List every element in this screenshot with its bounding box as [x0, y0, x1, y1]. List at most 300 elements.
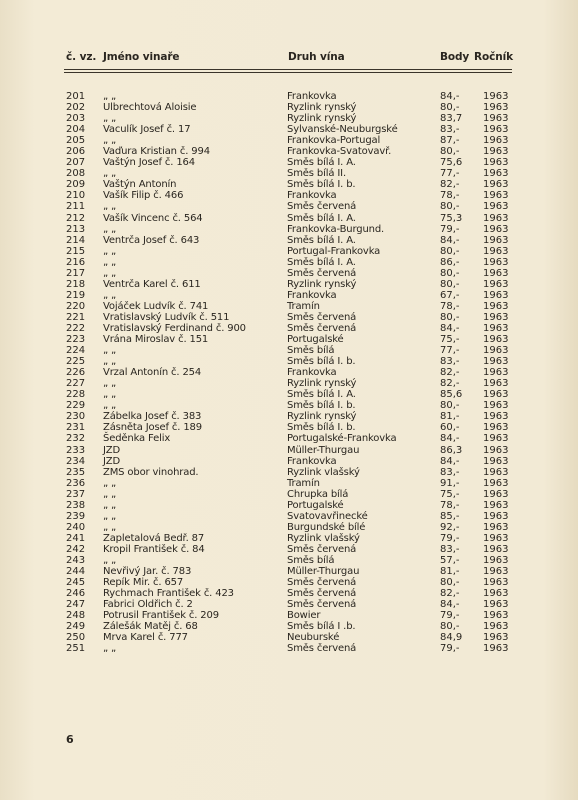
table-row [0, 323, 578, 334]
vintage: 1963 [483, 643, 509, 655]
winemaker-name: „ „ [103, 643, 117, 655]
wine-type: Směs červená [287, 201, 357, 213]
points: 82,- [440, 378, 460, 390]
sample-number: 233 [66, 444, 86, 456]
table-row [0, 511, 578, 522]
points: 83,7 [440, 113, 463, 125]
sample-number: 205 [66, 135, 86, 147]
points: 75,3 [440, 212, 463, 224]
table-row [0, 610, 578, 621]
wine-type: Ryzlink vlašský [287, 532, 360, 544]
wine-type: Frankovka [287, 190, 337, 202]
points: 60,- [440, 422, 460, 434]
sample-number: 223 [66, 334, 86, 346]
winemaker-name: „ „ [103, 245, 117, 257]
points: 80,- [440, 267, 460, 279]
table-row [0, 445, 578, 456]
sample-number: 203 [66, 113, 86, 125]
winemaker-name: Ulbrechtová Aloisie [103, 102, 197, 114]
sample-number: 250 [66, 632, 86, 644]
vintage: 1963 [483, 411, 509, 423]
winemaker-name: „ „ [103, 378, 117, 390]
table-row [0, 599, 578, 610]
table-row [0, 588, 578, 599]
points: 82,- [440, 179, 460, 191]
vintage: 1963 [483, 543, 509, 555]
points: 86,3 [440, 444, 463, 456]
wine-type: Směs červená [287, 599, 357, 611]
sample-number: 226 [66, 367, 86, 379]
winemaker-name: Ventrča Josef č. 643 [103, 234, 200, 246]
vintage: 1963 [483, 510, 509, 522]
winemaker-name: ZMS obor vinohrad. [103, 466, 199, 478]
points: 82,- [440, 367, 460, 379]
table-row [0, 246, 578, 257]
sample-number: 220 [66, 300, 86, 312]
vintage: 1963 [483, 334, 509, 346]
table-row [0, 290, 578, 301]
wine-type: Frankovka-Portugal [287, 135, 381, 147]
wine-type: Ryzlink vlašský [287, 466, 360, 478]
points: 80,- [440, 146, 460, 158]
table-row [0, 367, 578, 378]
points: 91,- [440, 477, 460, 489]
table-row [0, 268, 578, 279]
table-row [0, 378, 578, 389]
sample-number: 201 [66, 91, 86, 102]
vintage: 1963 [483, 91, 509, 102]
table-row [0, 334, 578, 345]
table-row [0, 522, 578, 533]
vintage: 1963 [483, 345, 509, 357]
sample-number: 213 [66, 223, 86, 235]
table-row [0, 146, 578, 157]
sample-number: 211 [66, 201, 86, 213]
sample-number: 222 [66, 322, 86, 334]
points: 80,- [440, 201, 460, 213]
vintage: 1963 [483, 400, 509, 412]
sample-number: 228 [66, 389, 86, 401]
wine-type: Burgundské bílé [287, 521, 366, 533]
table-row [0, 279, 578, 290]
wine-table-body [0, 91, 578, 654]
vintage: 1963 [483, 378, 509, 390]
winemaker-name: Nevřivý Jar. č. 783 [103, 566, 192, 578]
wine-type: Tramín [287, 300, 320, 312]
wine-type: Chrupka bílá [287, 488, 349, 500]
points: 79,- [440, 223, 460, 235]
wine-type: Ryzlink rynský [287, 378, 357, 390]
points: 75,- [440, 488, 460, 500]
wine-type: Směs červená [287, 311, 357, 323]
points: 80,- [440, 278, 460, 290]
points: 80,- [440, 577, 460, 589]
table-row [0, 489, 578, 500]
header-sample-number: č. vz. [66, 51, 97, 63]
wine-type: Směs bílá [287, 554, 335, 566]
header-wine-type: Druh vína [288, 51, 345, 63]
wine-type: Portugal-Frankovka [287, 245, 381, 257]
points: 84,- [440, 234, 460, 246]
table-row [0, 124, 578, 135]
sample-number: 221 [66, 311, 86, 323]
vintage: 1963 [483, 267, 509, 279]
winemaker-name: Vašík Filip č. 466 [103, 190, 184, 202]
sample-number: 204 [66, 124, 86, 136]
vintage: 1963 [483, 466, 509, 478]
wine-type: Směs červená [287, 577, 357, 589]
vintage: 1963 [483, 356, 509, 368]
table-row [0, 389, 578, 400]
points: 84,- [440, 599, 460, 611]
sample-number: 224 [66, 345, 86, 357]
sample-number: 217 [66, 267, 86, 279]
vintage: 1963 [483, 113, 509, 125]
vintage: 1963 [483, 477, 509, 489]
table-header [0, 51, 578, 67]
sample-number: 238 [66, 499, 86, 511]
table-row [0, 190, 578, 201]
wine-type: Müller-Thurgau [287, 444, 360, 456]
points: 78,- [440, 499, 460, 511]
table-row [0, 400, 578, 411]
table-row [0, 422, 578, 433]
wine-type: Svatovavřinecké [287, 510, 368, 522]
points: 75,- [440, 334, 460, 346]
wine-type: Směs bílá I. A. [287, 212, 356, 224]
winemaker-name: Zapletalová Bedř. 87 [103, 532, 205, 544]
vintage: 1963 [483, 532, 509, 544]
wine-type: Frankovka [287, 289, 337, 301]
vintage: 1963 [483, 566, 509, 578]
points: 82,- [440, 588, 460, 600]
sample-number: 242 [66, 543, 86, 555]
vintage: 1963 [483, 632, 509, 644]
sample-number: 227 [66, 378, 86, 390]
wine-type: Směs bílá I. b. [287, 356, 356, 368]
winemaker-name: Vratislavský Ferdinand č. 900 [103, 322, 246, 334]
table-row [0, 544, 578, 555]
points: 79,- [440, 610, 460, 622]
sample-number: 245 [66, 577, 86, 589]
sample-number: 243 [66, 554, 86, 566]
wine-type: Směs bílá I. A. [287, 256, 356, 268]
points: 80,- [440, 400, 460, 412]
table-row [0, 345, 578, 356]
vintage: 1963 [483, 610, 509, 622]
table-row [0, 566, 578, 577]
table-row [0, 91, 578, 102]
wine-type: Směs červená [287, 322, 357, 334]
table-row [0, 301, 578, 312]
sample-number: 208 [66, 168, 86, 180]
wine-type: Směs červená [287, 643, 357, 655]
sample-number: 247 [66, 599, 86, 611]
sample-number: 231 [66, 422, 86, 434]
table-row [0, 179, 578, 190]
points: 78,- [440, 190, 460, 202]
vintage: 1963 [483, 124, 509, 136]
vintage: 1963 [483, 554, 509, 566]
sample-number: 244 [66, 566, 86, 578]
points: 84,9 [440, 632, 463, 644]
vintage: 1963 [483, 102, 509, 114]
table-row [0, 235, 578, 246]
sample-number: 219 [66, 289, 86, 301]
points: 79,- [440, 532, 460, 544]
points: 84,- [440, 433, 460, 445]
winemaker-name: „ „ [103, 477, 117, 489]
header-vintage: Ročník [474, 51, 513, 63]
winemaker-name: Mrva Karel č. 777 [103, 632, 188, 644]
sample-number: 246 [66, 588, 86, 600]
table-row [0, 478, 578, 489]
table-row [0, 201, 578, 212]
winemaker-name: „ „ [103, 554, 117, 566]
points: 85,6 [440, 389, 463, 401]
sample-number: 251 [66, 643, 86, 655]
points: 77,- [440, 345, 460, 357]
winemaker-name: „ „ [103, 201, 117, 213]
winemaker-name: „ „ [103, 256, 117, 268]
sample-number: 248 [66, 610, 86, 622]
table-row [0, 467, 578, 478]
vintage: 1963 [483, 389, 509, 401]
winemaker-name: „ „ [103, 499, 117, 511]
vintage: 1963 [483, 455, 509, 467]
table-row [0, 168, 578, 179]
points: 80,- [440, 102, 460, 114]
table-row [0, 632, 578, 643]
wine-type: Směs bílá I. A. [287, 234, 356, 246]
sample-number: 215 [66, 245, 86, 257]
winemaker-name: Potrusil František č. 209 [103, 610, 219, 622]
vintage: 1963 [483, 322, 509, 334]
winemaker-name: Rychmach František č. 423 [103, 588, 234, 600]
winemaker-name: Repík Mir. č. 657 [103, 577, 184, 589]
header-rule-bottom [64, 72, 512, 73]
vintage: 1963 [483, 422, 509, 434]
winemaker-name: Vaculík Josef č. 17 [103, 124, 191, 136]
table-row [0, 643, 578, 654]
vintage: 1963 [483, 135, 509, 147]
winemaker-name: „ „ [103, 400, 117, 412]
winemaker-name: Šeděnka Felix [103, 433, 171, 445]
vintage: 1963 [483, 300, 509, 312]
table-row [0, 257, 578, 268]
winemaker-name: „ „ [103, 510, 117, 522]
vintage: 1963 [483, 577, 509, 589]
table-row [0, 456, 578, 467]
wine-type: Sylvanské-Neuburgské [287, 124, 398, 136]
wine-type: Frankovka-Svatovavř. [287, 146, 392, 158]
points: 80,- [440, 245, 460, 257]
table-row [0, 213, 578, 224]
points: 87,- [440, 135, 460, 147]
winemaker-name: JZD [103, 444, 121, 456]
vintage: 1963 [483, 179, 509, 191]
page-number: 6 [66, 733, 74, 746]
points: 92,- [440, 521, 460, 533]
winemaker-name: „ „ [103, 521, 117, 533]
wine-type: Směs bílá II. [287, 168, 346, 180]
points: 84,- [440, 91, 460, 102]
sample-number: 218 [66, 278, 86, 290]
wine-type: Portugalské [287, 334, 344, 346]
vintage: 1963 [483, 289, 509, 301]
wine-type: Směs bílá I. b. [287, 400, 356, 412]
header-points: Body [440, 51, 470, 63]
points: 80,- [440, 311, 460, 323]
winemaker-name: „ „ [103, 135, 117, 147]
points: 81,- [440, 566, 460, 578]
table-row [0, 312, 578, 323]
table-row [0, 157, 578, 168]
vintage: 1963 [483, 621, 509, 633]
table-row [0, 500, 578, 511]
points: 83,- [440, 124, 460, 136]
vintage: 1963 [483, 146, 509, 158]
winemaker-name: Ventrča Karel č. 611 [103, 278, 201, 290]
vintage: 1963 [483, 278, 509, 290]
sample-number: 225 [66, 356, 86, 368]
table-row [0, 113, 578, 124]
vintage: 1963 [483, 521, 509, 533]
winemaker-name: JZD [103, 455, 121, 467]
wine-type: Ryzlink rynský [287, 113, 357, 125]
sample-number: 202 [66, 102, 86, 114]
points: 84,- [440, 455, 460, 467]
wine-type: Směs bílá I. A. [287, 157, 356, 169]
sample-number: 241 [66, 532, 86, 544]
wine-type: Frankovka [287, 367, 337, 379]
points: 81,- [440, 411, 460, 423]
wine-type: Frankovka-Burgund. [287, 223, 385, 235]
vintage: 1963 [483, 311, 509, 323]
vintage: 1963 [483, 499, 509, 511]
sample-number: 214 [66, 234, 86, 246]
points: 57,- [440, 554, 460, 566]
winemaker-name: Fabrici Oldřich č. 2 [103, 599, 193, 611]
table-row [0, 533, 578, 544]
vintage: 1963 [483, 256, 509, 268]
wine-type: Směs bílá I. b. [287, 179, 356, 191]
points: 79,- [440, 643, 460, 655]
vintage: 1963 [483, 245, 509, 257]
winemaker-name: Vojáček Ludvík č. 741 [103, 300, 209, 312]
winemaker-name: Zálešák Matěj č. 68 [103, 621, 198, 633]
wine-type: Tramín [287, 477, 320, 489]
wine-type: Portugalské-Frankovka [287, 433, 397, 445]
wine-type: Portugalské [287, 499, 344, 511]
wine-type: Směs bílá I. A. [287, 389, 356, 401]
table-row [0, 577, 578, 588]
winemaker-name: Vaštýn Josef č. 164 [103, 157, 195, 169]
wine-type: Ryzlink rynský [287, 411, 357, 423]
vintage: 1963 [483, 444, 509, 456]
wine-type: Ryzlink rynský [287, 102, 357, 114]
points: 80,- [440, 621, 460, 633]
points: 86,- [440, 256, 460, 268]
vintage: 1963 [483, 599, 509, 611]
winemaker-name: Vrána Miroslav č. 151 [103, 334, 209, 346]
points: 75,6 [440, 157, 463, 169]
table-row [0, 224, 578, 235]
winemaker-name: „ „ [103, 389, 117, 401]
sample-number: 212 [66, 212, 86, 224]
sample-number: 235 [66, 466, 86, 478]
winemaker-name: Vaštýn Antonín [103, 179, 177, 191]
wine-type: Směs bílá [287, 345, 335, 357]
header-rule-top [64, 69, 512, 70]
wine-type: Müller-Thurgau [287, 566, 360, 578]
table-row [0, 433, 578, 444]
wine-type: Ryzlink rynský [287, 278, 357, 290]
points: 83,- [440, 356, 460, 368]
points: 83,- [440, 466, 460, 478]
sample-number: 232 [66, 433, 86, 445]
winemaker-name: „ „ [103, 91, 117, 102]
table-row [0, 411, 578, 422]
table-row [0, 555, 578, 566]
vintage: 1963 [483, 488, 509, 500]
winemaker-name: Kropil František č. 84 [103, 543, 205, 555]
vintage: 1963 [483, 157, 509, 169]
winemaker-name: Vašík Vincenc č. 564 [103, 212, 203, 224]
wine-type: Směs červená [287, 588, 357, 600]
table-row [0, 102, 578, 113]
wine-type: Směs bílá I .b. [287, 621, 356, 633]
winemaker-name: Vrzal Antonín č. 254 [103, 367, 202, 379]
winemaker-name: „ „ [103, 113, 117, 125]
points: 78,- [440, 300, 460, 312]
table-row [0, 135, 578, 146]
wine-type: Směs bílá I. b. [287, 422, 356, 434]
sample-number: 216 [66, 256, 86, 268]
points: 84,- [440, 322, 460, 334]
winemaker-name: „ „ [103, 345, 117, 357]
header-winemaker-name: Jméno vinaře [103, 51, 180, 63]
winemaker-name: „ „ [103, 223, 117, 235]
winemaker-name: Zásněta Josef č. 189 [103, 422, 202, 434]
sample-number: 239 [66, 510, 86, 522]
vintage: 1963 [483, 223, 509, 235]
wine-type: Bowier [287, 610, 321, 622]
sample-number: 236 [66, 477, 86, 489]
points: 67,- [440, 289, 460, 301]
winemaker-name: „ „ [103, 356, 117, 368]
sample-number: 229 [66, 400, 86, 412]
vintage: 1963 [483, 234, 509, 246]
wine-type: Směs červená [287, 267, 357, 279]
table-row [0, 356, 578, 367]
vintage: 1963 [483, 433, 509, 445]
vintage: 1963 [483, 190, 509, 202]
wine-type: Frankovka [287, 91, 337, 102]
sample-number: 234 [66, 455, 86, 467]
sample-number: 230 [66, 411, 86, 423]
winemaker-name: Zábelka Josef č. 383 [103, 411, 202, 423]
winemaker-name: „ „ [103, 488, 117, 500]
points: 77,- [440, 168, 460, 180]
vintage: 1963 [483, 201, 509, 213]
winemaker-name: „ „ [103, 168, 117, 180]
sample-number: 206 [66, 146, 86, 158]
points: 83,- [440, 543, 460, 555]
table-row [0, 621, 578, 632]
wine-type: Neuburské [287, 632, 340, 644]
points: 85,- [440, 510, 460, 522]
